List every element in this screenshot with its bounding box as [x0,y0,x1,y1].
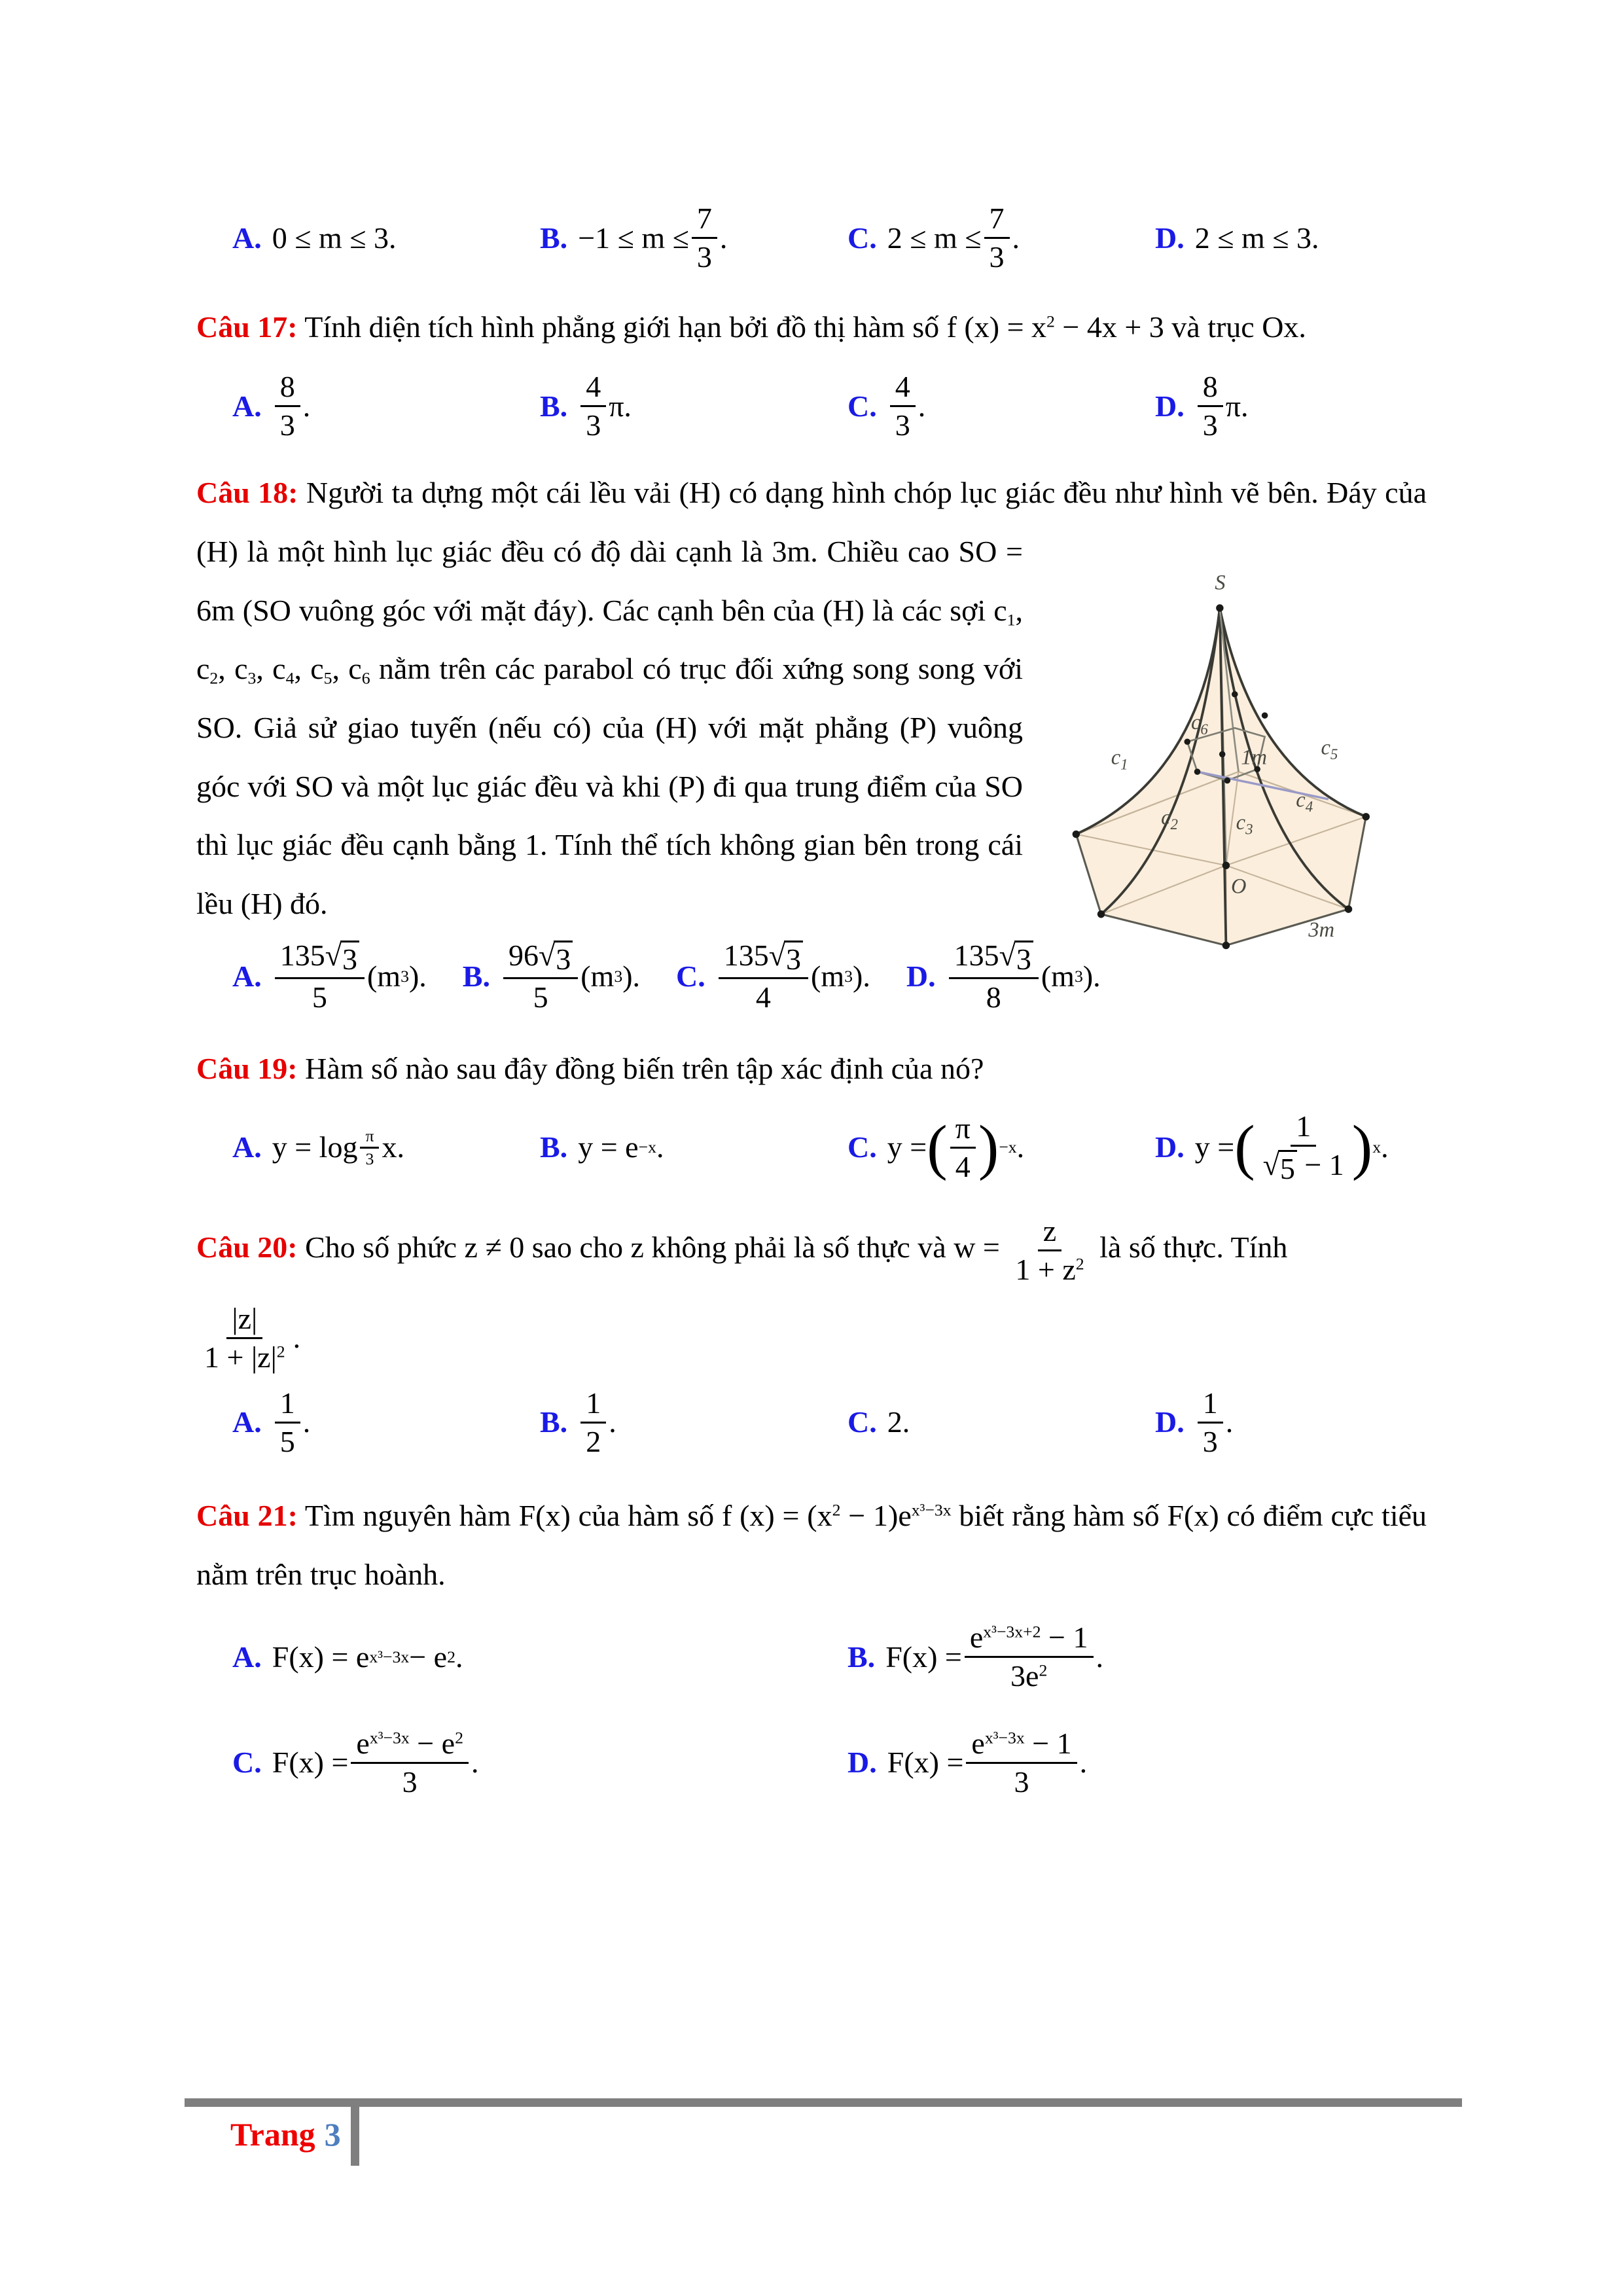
option-math: y = log $\frac{\pi}{3}$ x. [272,1126,404,1168]
q17-options-row [196,368,1427,444]
option-math: 2 ≤ m ≤ 3. [1194,221,1319,255]
option-letter: D. [1155,389,1185,423]
option-letter: A. [232,959,262,993]
option-letter: C. [847,1405,877,1439]
option-math: y = ( 1 √ 5 − 1 ) x . [1194,1109,1389,1186]
option-math: 96 √ 3 5 (m 3 ). [501,937,640,1016]
option-19-a [196,1126,504,1169]
option-math: 0 ≤ m ≤ 3. [272,221,397,255]
option-math: −1 ≤ m ≤ $\frac{7}{3}$ . [578,202,728,274]
option-letter: D. [1155,1405,1185,1439]
option-math: $\frac{1}{3}$ . [1195,1385,1234,1460]
footer-page-indicator [230,2115,341,2153]
q20-options-row [196,1385,1427,1460]
option-16-a [196,219,504,258]
option-20-d [1119,1385,1427,1460]
option-letter: C. [847,1130,877,1164]
figure-label-3m: 3m [1308,918,1335,942]
option-18-a [196,937,427,1016]
figure-label-o: O [1231,874,1247,899]
option-18-b [427,937,640,1016]
q17-label: Câu 17: [196,310,298,344]
option-20-a [196,1385,504,1460]
q19-stem-line [196,1039,1427,1098]
q21-stem-line [196,1486,1427,1604]
question-20 [196,1213,1427,1460]
option-letter: D. [1155,221,1185,255]
q20-label: Câu 20: [196,1230,298,1265]
tent-figure [1050,539,1427,952]
option-letter: D. [1155,1130,1185,1164]
question-19 [196,1039,1427,1187]
option-18-c [640,937,870,1016]
option-math: 2. [887,1405,910,1439]
q18-options-row [196,937,1101,1016]
figure-label-s: S [1215,571,1226,595]
option-letter: A. [232,1640,262,1674]
option-math: 135 √ 3 8 (m 3 ). [946,937,1101,1016]
option-math: $\frac{8}{3}$ π. [1195,368,1249,444]
question-21 [196,1486,1427,1801]
option-17-a [196,368,504,444]
option-math: F(x) = $\frac{e^{x^3-3x+2} - 1}{3e^2}$ . [885,1621,1103,1693]
option-letter: B. [847,1640,876,1674]
q20-expression: $\frac{|z|}{1 + |z|^2}$ . [204,1301,301,1374]
option-letter: A. [232,221,262,255]
q19-options-row [196,1108,1427,1187]
q21-options-grid [196,1619,1427,1800]
footer-vertical-bar [351,2107,359,2166]
q18-stem-part1: Người ta dựng một cái lều vải (H) có dạng hình chóp lục giác đều như hình vẽ bên. [298,476,1327,510]
option-math: $\frac{1}{5}$ . [272,1385,311,1460]
option-math: y = ( $\frac{\pi}{4}$ ) −x . [887,1111,1025,1183]
option-math: F(x) = e x³−3x − e 2 . [272,1640,463,1674]
option-math: $\frac{8}{3}$ . [272,368,311,444]
option-math: $\frac{4}{3}$ . [887,368,926,444]
option-letter: C. [676,959,705,993]
option-letter: B. [540,221,568,255]
q21-label: Câu 21: [196,1498,298,1532]
question-18 [196,463,1427,1016]
question-17 [196,298,1427,444]
option-math: $\frac{4}{3}$ π. [578,368,632,444]
figure-label-c2: $c_2$ [1161,806,1178,833]
option-19-c [812,1110,1119,1185]
q17-stem-line [196,298,1427,357]
q20-stem-line [196,1213,1427,1288]
option-18-d [870,937,1101,1016]
option-19-b [504,1128,812,1167]
option-letter: C. [847,389,877,423]
option-17-c [812,368,1119,444]
option-letter: D. [847,1746,877,1780]
option-letter: B. [540,1130,568,1164]
option-math: $\frac{1}{2}$ . [578,1385,616,1460]
q18-stem-part2: Đáy của (H) là một hình lục giác đều có độ dài cạnh là 3m. Chiều cao SO = 6m (SO vuông góc với mặt đáy). Các cạnh bên của (H) là các sợi $c_1$, $c_2$, $c_3$, $c_4$, $c_5$, $c_6$ nằm trên các parabol có trục đối xứng song song với SO. Giả sử giao tuyến (nếu có) của (H) với mặt phẳng (P) vuông góc với SO và một lục giác đều và khi (P) đi qua trung điểm của SO thì lục giác đều cạnh bằng 1. Tính thể tích không gian bên trong cái lều (H) đó. [196,476,1427,920]
option-16-d [1119,219,1427,258]
option-letter: B. [540,389,568,423]
figure-label-c4: $c_4$ [1296,788,1313,815]
q16-options-row [196,200,1427,276]
q21-stem: Tìm nguyên hàm F(x) của hàm số f $(x) = (x^2 - 1)e^{x^3-3x}$ biết rằng hàm số F(x) có điểm cực tiểu nằm trên trục hoành. [196,1498,1427,1591]
figure-label-c1: $c_1$ [1111,745,1128,773]
option-21-d [812,1725,1427,1801]
option-math: 135 √ 3 5 (m 3 ). [272,937,427,1016]
option-21-b [812,1619,1427,1695]
option-letter: B. [540,1405,568,1439]
option-21-c [196,1725,812,1801]
footer-page-label: Trang [230,2116,315,2153]
figure-label-1m: 1m [1241,745,1267,770]
q17-stem: Tính diện tích hình phẳng giới hạn bởi đồ thị hàm số f $(x) = x^2 - 4x + 3$ và trục Ox. [297,310,1306,344]
footer-page-number: 3 [324,2116,341,2153]
option-17-b [504,368,812,444]
option-letter: A. [232,389,262,423]
option-16-b [504,200,812,276]
option-math: 2 ≤ m ≤ $\frac{7}{3}$ . [887,202,1020,274]
option-16-c [812,200,1119,276]
q18-label: Câu 18: [196,476,298,510]
option-math: F(x) = $\frac{e^{x^3-3x} - e^2}{3}$ . [272,1726,479,1799]
option-17-d [1119,368,1427,444]
option-letter: A. [232,1130,262,1164]
q18-paragraph [196,463,1427,942]
q20-stem: Cho số phức z ≠ 0 sao cho z không phải là số thực và w = $\frac{z}{1 + z^2}$ là số thực. Tính [297,1214,1288,1287]
option-letter: C. [232,1746,262,1780]
option-letter: B. [462,959,490,993]
option-20-b [504,1385,812,1460]
figure-label-c3: $c_3$ [1236,810,1253,838]
option-math: y = e −x . [578,1130,664,1164]
option-20-c [812,1403,1119,1442]
hexagonal-tent-svg [1050,539,1427,952]
option-letter: C. [847,221,877,255]
option-19-d [1119,1108,1427,1187]
q19-stem: Hàm số nào sau đây đồng biến trên tập xác định của nó? [297,1051,984,1085]
figure-label-c6: $c_6$ [1190,710,1208,738]
footer-horizontal-rule [185,2098,1462,2107]
option-math: F(x) = $\frac{e^{x^3-3x} - 1}{3}$ . [887,1726,1088,1799]
figure-label-c5: $c_5$ [1321,736,1338,762]
q19-label: Câu 19: [196,1051,298,1085]
option-21-a [196,1638,812,1677]
option-letter: A. [232,1405,262,1439]
option-math: 135 √ 3 4 (m 3 ). [716,937,870,1016]
option-letter: D. [906,959,936,993]
